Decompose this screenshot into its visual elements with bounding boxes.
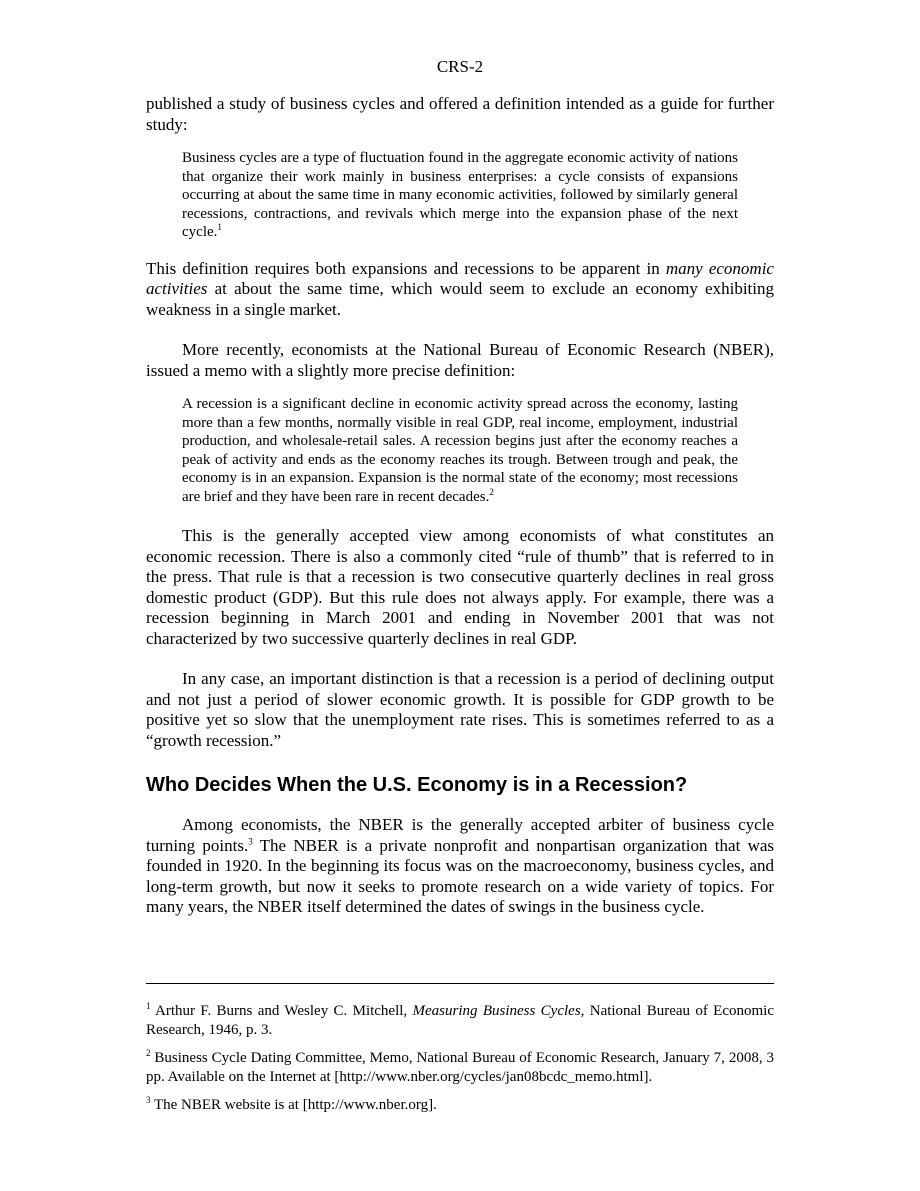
footnote-1: $^1$ Arthur F. Burns and Wesley C. Mitchell, Measuring Business Cycles, National Bureau of Economic Research, 1946, p. 3.: [146, 1001, 774, 1038]
block-quote-nber: [182, 395, 738, 506]
footnote-divider: [146, 983, 774, 984]
quote-text: A recession is a significant decline in economic activity spread across the economy, lasting more than a few months, normally visible in real GDP, real income, employment, industrial production, and wholesale-retail sales. A recession begins just after the economy reaches a peak of activity and ends as the economy reaches its trough. Between trough and peak, the economy is in an expansion. Expansion is the normal state of the economy; most recessions are brief and they have been rare in recent decades.: [182, 396, 738, 505]
footnote-ref-3[interactable]: 3: [248, 835, 253, 846]
paragraph-nber-arbiter: Among economists, the NBER is the generally accepted arbiter of business cycle turning points.$^3$ The NBER is a private nonprofit and nonpartisan organization that was founded in 1920. In the beginning its focus was on the macroeconomy, business cycles, and long-term growth, but now it seeks to promote research on a wide variety of topics. For many years, the NBER itself determined the dates of swings in the business cycle.: [146, 815, 775, 916]
main-content: [146, 94, 774, 918]
footnote-text: Business Cycle Dating Committee, Memo, National Bureau of Economic Research, January 7, 2008, 3 pp. Available on the Internet at [http://www.nber.org/cycles/jan08bcdc_memo.html].: [146, 1050, 774, 1085]
footnote-3: [146, 1096, 774, 1115]
page-header: CRS-2: [436, 57, 484, 76]
block-quote-burns-mitchell: [182, 149, 738, 242]
section-heading: Who Decides When the U.S. Economy is in a Recession?: [146, 774, 688, 796]
footnote-text: The NBER website is at [http://www.nber.org].: [150, 1097, 437, 1113]
footnote-number: 3: [146, 1095, 151, 1105]
footnote-2: [146, 1049, 774, 1086]
footnote-number: 1: [146, 1001, 151, 1011]
paragraph-definition-requirements: This definition requires both expansions and recessions to be apparent in many economic activities at about the same time, which would seem to exclude an economy exhibiting weakness in a single market.: [146, 258, 774, 319]
citation-title: Measuring Business Cycles: [412, 1003, 581, 1019]
quote-text: Business cycles are a type of fluctuation found in the aggregate economic activity of nations that organize their work mainly in business enterprises: a cycle consists of expansions occurring at about the same time in many economic activities, followed by similarly general recessions, contractions, and revivals which merge into the expansion phase of the next cycle.: [182, 150, 738, 240]
paragraph-nber-memo: More recently, economists at the National Bureau of Economic Research (NBER), issued a memo with a slightly more precise definition:: [146, 340, 774, 380]
footnotes: [146, 1002, 774, 1115]
paragraph-growth-recession: In any case, an important distinction is that a recession is a period of declining output and not just a period of slower economic growth. It is possible for GDP growth to be positive yet so slow that the unemployment rate rises. This is sometimes referred to as a “growth recession.”: [146, 669, 774, 750]
footnote-ref-2[interactable]: 2: [489, 486, 494, 497]
emphasis-text: many economic activities: [146, 258, 774, 298]
paragraph-rule-of-thumb: This is the generally accepted view among economists of what constitutes an economic recession. There is also a commonly cited “rule of thumb” that is referred to in the press. That rule is that a recession is two consecutive quarterly declines in real gross domestic product (GDP). But this rule does not always apply. For example, there was a recession beginning in March 2001 and ending in November 2001 that was not characterized by two successive quarterly declines in real GDP.: [146, 526, 774, 648]
paragraph-intro: published a study of business cycles and offered a definition intended as a guide for further study:: [146, 94, 774, 134]
footnote-number: 2: [146, 1048, 151, 1058]
footnote-ref-1[interactable]: 1: [217, 222, 222, 232]
